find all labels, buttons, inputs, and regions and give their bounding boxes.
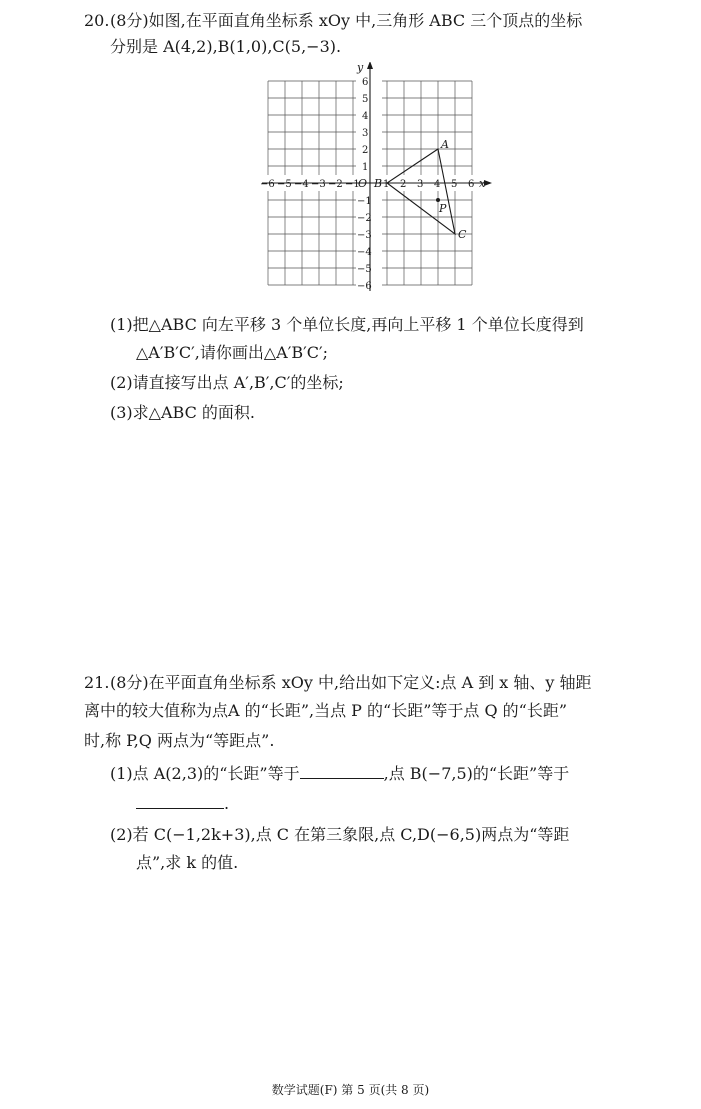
y-tick-label: 1 (362, 162, 369, 173)
x-tick-label: −4 (294, 179, 309, 190)
y-tick-label: 2 (362, 145, 369, 156)
q20-sub1-line2: △A′B′C′,请你画出△A′B′C′; (136, 343, 328, 362)
y-tick-label: −3 (357, 230, 372, 241)
answer-blank-2[interactable] (136, 792, 224, 809)
y-tick-label: −2 (357, 213, 372, 224)
coordinate-grid-figure (252, 62, 492, 304)
x-tick-label: 1 (383, 179, 390, 190)
x-tick-label: 3 (417, 179, 424, 190)
q21-sub2-line1: (2)若 C(−1,2k+3),点 C 在第三象限,点 C,D(−6,5)两点为“等距 (110, 825, 570, 844)
coordinate-grid-svg (252, 62, 492, 304)
x-tick-label: −2 (328, 179, 343, 190)
point-c-label: C (458, 228, 467, 241)
y-tick-label: −6 (357, 281, 372, 292)
q21-sub2-line2: 点”,求 k 的值. (136, 853, 239, 872)
point-p-label: P (439, 202, 447, 215)
q21-sub1-text-a: (1)点 A(2,3)的“长距”等于 (110, 764, 300, 783)
x-tick-label: −3 (311, 179, 326, 190)
q21-stem-line3: 时,称 P,Q 两点为“等距点”. (84, 731, 275, 750)
x-tick-label: −5 (277, 179, 292, 190)
q20-sub1-line1: (1)把△ABC 向左平移 3 个单位长度,再向上平移 1 个单位长度得到 (110, 315, 584, 334)
q20-stem-line1: (8分)如图,在平面直角坐标系 xOy 中,三角形 ABC 三个顶点的坐标 (110, 11, 583, 30)
point-a-label: A (441, 138, 449, 151)
answer-blank-1[interactable] (300, 762, 384, 779)
y-axis-label: y (357, 62, 364, 74)
y-axis-arrow (367, 62, 373, 69)
q20-sub3: (3)求△ABC 的面积. (110, 403, 255, 422)
x-tick-label: −1 (345, 179, 360, 190)
q21-number: 21. (84, 673, 110, 692)
x-axis-label: x (479, 177, 486, 190)
q21-sub1-period: . (224, 794, 230, 813)
q20-sub2: (2)请直接写出点 A′,B′,C′的坐标; (110, 373, 344, 392)
q21-stem-line1: (8分)在平面直角坐标系 xOy 中,给出如下定义:点 A 到 x 轴、y 轴距 (110, 673, 592, 692)
y-tick-label: 3 (362, 128, 369, 139)
x-tick-label: 2 (400, 179, 407, 190)
origin-label: O (358, 177, 368, 190)
y-tick-label: 6 (362, 77, 369, 88)
y-tick-label: −1 (357, 196, 372, 207)
q21-stem-line2: 离中的较大值称为点A 的“长距”,当点 P 的“长距”等于点 Q 的“长距” (84, 701, 568, 720)
q20-stem-line2: 分别是 A(4,2),B(1,0),C(5,−3). (110, 37, 342, 56)
point-b-label: B (374, 177, 383, 190)
q21-sub1-line1 (110, 762, 569, 785)
q20-number: 20. (84, 11, 110, 30)
y-tick-label: −5 (357, 264, 372, 275)
x-tick-label: 6 (468, 179, 475, 190)
x-tick-label: −6 (260, 179, 275, 190)
y-tick-label: 5 (362, 94, 369, 105)
x-tick-label: 5 (451, 179, 458, 190)
y-tick-label: 4 (362, 111, 369, 122)
page-footer: 数学试题(F) 第 5 页(共 8 页) (271, 1083, 430, 1097)
y-tick-label: −4 (357, 247, 372, 258)
q21-sub1-text-b: ,点 B(−7,5)的“长距”等于 (383, 764, 570, 783)
q21-sub1-line2 (136, 792, 229, 815)
x-tick-label: 4 (434, 179, 441, 190)
